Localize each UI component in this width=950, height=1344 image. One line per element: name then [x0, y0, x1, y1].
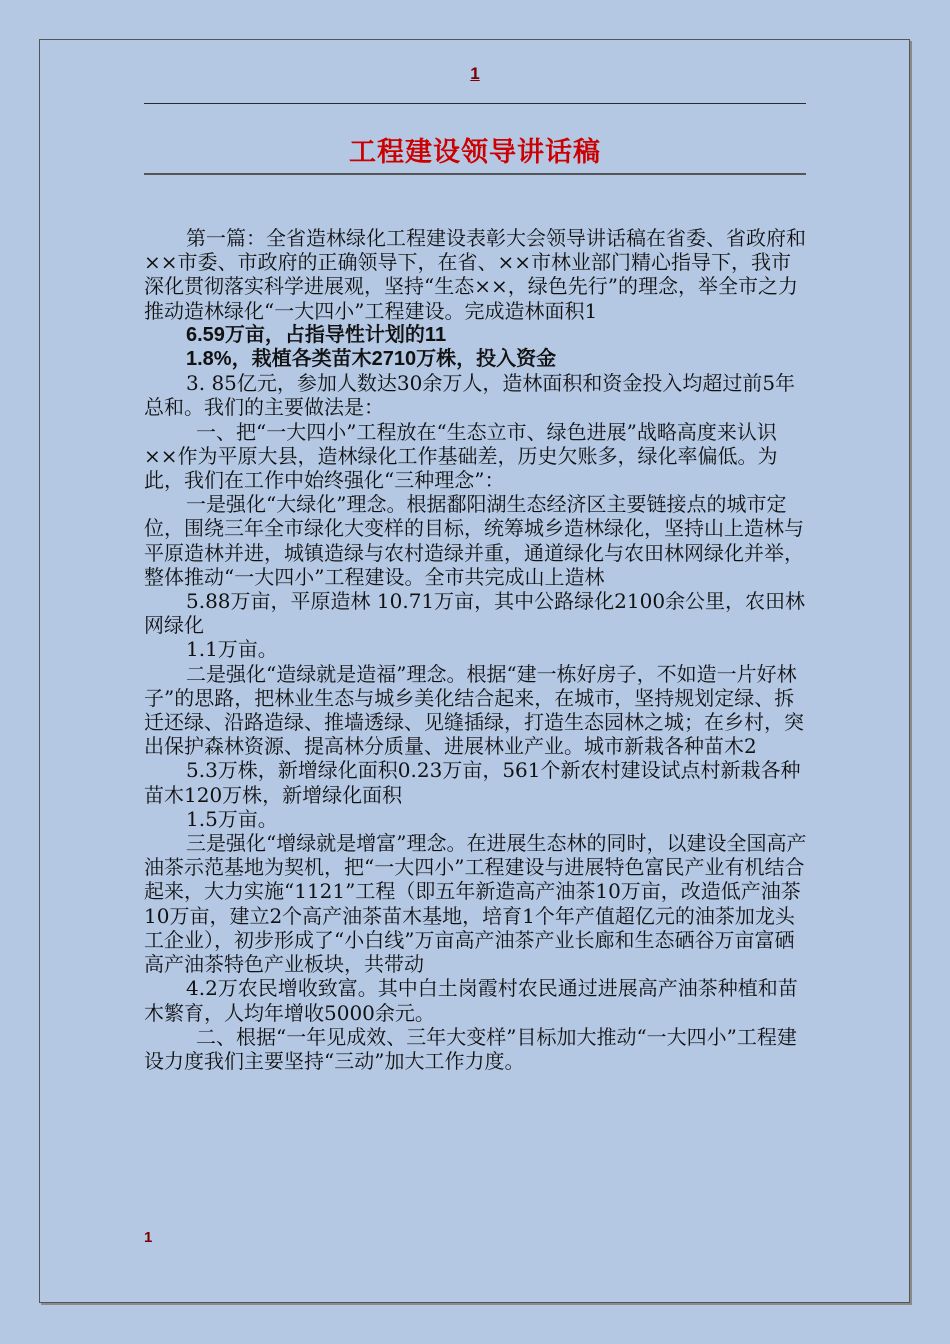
header-divider — [144, 103, 806, 104]
paragraph: 二是强化“造绿就是造福”理念。根据“建一栋好房子，不如造一片好林子”的思路，把林业生态与城乡美化结合起来，在城市，坚持规划定绿、拆迁还绿、沿路造绿、推墙透绿、见缝插绿，打造生态园林之城；在乡村，突出保护森林资源、提高林分质量、进展林业产业。城市新栽各种苗木2 — [144, 661, 804, 759]
paragraph: 二、根据“一年见成效、三年大变样”目标加大推动“一大四小”工程建设力度我们主要坚持“三动”加大工作力度。 — [144, 1024, 797, 1073]
paragraph: 5.88万亩，平原造林 10.71万亩，其中公路绿化2100余公里，农田林网绿化 — [144, 589, 806, 638]
title-divider — [144, 173, 806, 175]
document-title: 工程建设领导讲话稿 — [349, 137, 601, 168]
paragraph: 4.2万农民增收致富。其中白土岗霞村农民通过进展高产油茶种植和苗木繁育，人均年增收5000余元。 — [144, 976, 798, 1025]
paragraph: 1.8%，栽植各类苗木2710万株，投入资金 — [186, 348, 557, 371]
paragraph: 第一篇：全省造林绿化工程建设表彰大会领导讲话稿在省委、省政府和××市委、市政府的正确领导下，在省、××市林业部门精心指导下，我市深化贯彻落实科学进展观，坚持“生态××，绿色先行”的理念，举全市之力推动造林绿化“一大四小”工程建设。完成造林面积1 — [144, 226, 806, 323]
paragraph: 一、把“一大四小”工程放在“生态立市、绿色进展”战略高度来认识××作为平原大县，造林绿化工作基础差，历史欠账多，绿化率偏低。为此，我们在工作中始终强化“三种理念”： — [144, 419, 778, 493]
paragraph: 一是强化“大绿化”理念。根据鄱阳湖生态经济区主要链接点的城市定位，围绕三年全市绿化大变样的目标，统筹城乡造林绿化，坚持山上造林与平原造林并进，城镇造绿与农村造绿并重，通道绿化与农田林网绿化并举，整体推动“一大四小”工程建设。全市共完成山上造林 — [144, 492, 804, 589]
paragraph: 1.1万亩。 — [186, 637, 278, 662]
paragraph: 5.3万株，新增绿化面积0.23万亩，561个新农村建设试点村新栽各种苗木120万株，新增绿化面积 — [144, 758, 801, 807]
footer-page-number: 1 — [144, 1229, 153, 1246]
paragraph: 6.59万亩，占指导性计划的11 — [186, 323, 447, 346]
paragraph: 3. 85亿元，参加人数达30余万人，造林面积和资金投入均超过前5年总和。我们的主要做法是： — [144, 371, 796, 420]
document-body — [144, 226, 809, 1073]
paragraph: 三是强化“增绿就是增富”理念。在进展生态林的同时，以建设全国高产油茶示范基地为契机，把“一大四小”工程建设与进展特色富民产业有机结合起来，大力实施“1121”工程（即五年新造高产油茶10万亩，改造低产油茶10万亩，建立2个高产油茶苗木基地，培育1个年产值超亿元的油茶加龙头工企业），初步形成了“小白线”万亩高产油茶产业长廊和生态硒谷万亩富硒高产油茶特色产业板块，共带动 — [144, 831, 807, 977]
paragraph: 1.5万亩。 — [186, 806, 278, 831]
header-page-number: 1 — [470, 64, 480, 83]
